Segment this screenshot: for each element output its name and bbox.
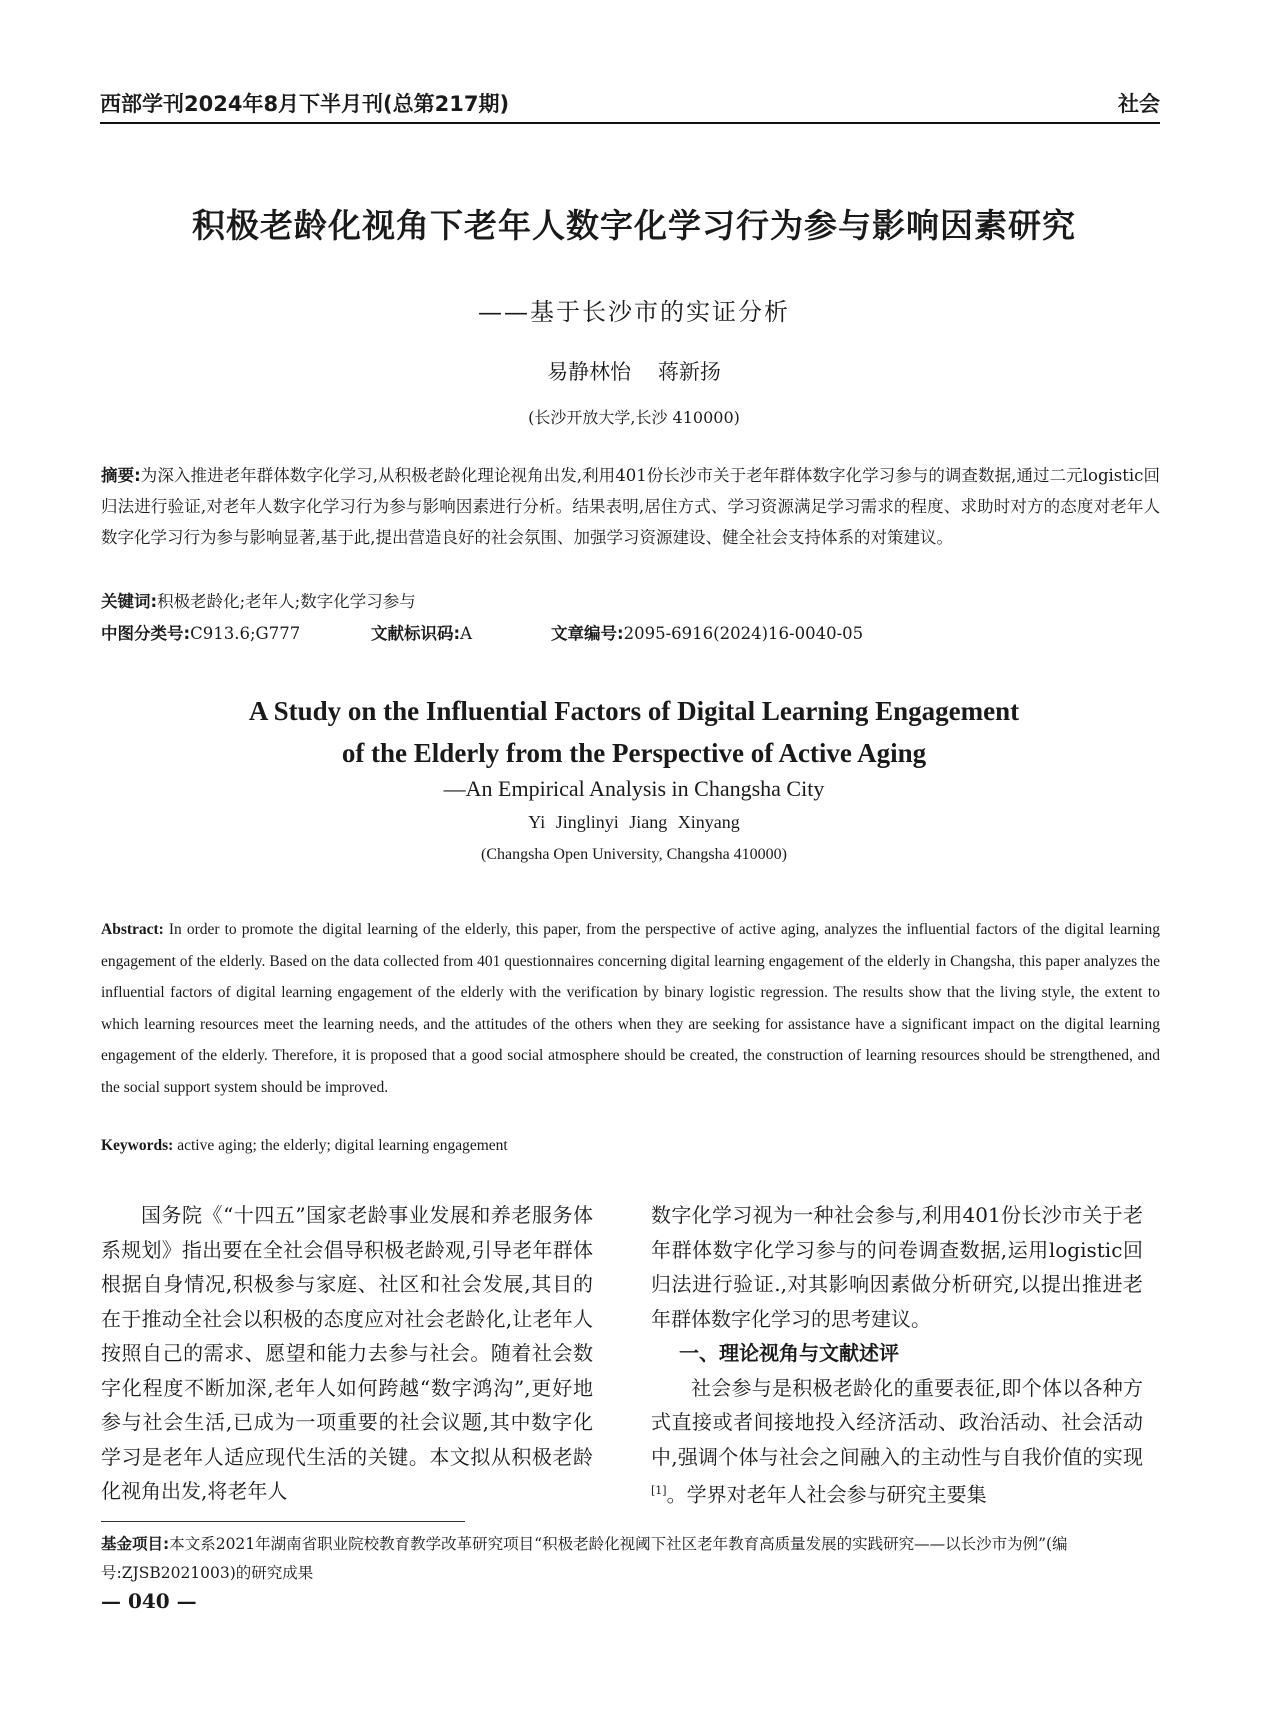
keywords-cn	[101, 586, 1160, 617]
title-cn: 积极老龄化视角下老年人数字化学习行为参与影响因素研究	[192, 206, 1076, 245]
body-column-right	[651, 1198, 1143, 1512]
body-paragraph: 数字化学习视为一种社会参与,利用401份长沙市关于老年群体数字化学习参与的问卷调查数据,运用logistic回归法进行验证.,对其影响因素做分析研究,以提出推进老年群体数字化学习的思考建议。	[651, 1203, 1143, 1331]
running-header	[100, 88, 1160, 124]
title-en	[0, 690, 1268, 774]
footnote-funding	[101, 1530, 1160, 1588]
title-en-line-1: A Study on the Influential Factors of Digital Learning Engagement	[248, 696, 1020, 726]
clc-value: C913.6;G777	[190, 624, 301, 643]
doc-code-label: 文献标识码:	[371, 624, 461, 643]
clc-label: 中图分类号:	[101, 624, 191, 643]
title-en-line-2: of the Elderly from the Perspective of Active Aging	[341, 738, 927, 768]
journal-issue: 西部学刊2024年8月下半月刊(总第217期)	[100, 92, 510, 116]
abstract-en-text: In order to promote the digital learning of the elderly, this paper, from the perspective of active aging, analyzes the influential factors of the digital learning engagement of the elderly. Based on the data collected from 401 questionnaires concerning digital learning engagement of the elderly in Changsha, this paper analyzes the influential factors of digital learning engagement of the elderly with the verification by binary logistic regression. The results show that the living style, the extent to which learning resources meet the learning needs, and the attitudes of the others when they are seeking for assistance have a significant impact on the digital learning engagement of the elderly. Therefore, it is proposed that a good social atmosphere should be created, the construction of learning resources should be strengthened, and the social support system should be improved.	[101, 921, 1160, 1096]
affiliation-cn: (长沙开放大学,长沙 410000)	[528, 408, 740, 427]
body-text: 。学界对老年人社会参与研究主要集	[666, 1482, 987, 1507]
clc-group	[101, 618, 371, 649]
classification-line	[101, 618, 1160, 649]
keywords-en-text: active aging; the elderly; digital learning engagement	[173, 1137, 508, 1154]
section-heading: 一、理论视角与文献述评	[679, 1341, 899, 1365]
footnote-text: 本文系2021年湖南省职业院校教育教学改革研究项目“积极老龄化视阈下社区老年教育高质量发展的实践研究——以长沙市为例”(编号:ZJSB2021003)的研究成果	[101, 1535, 1068, 1582]
abstract-cn	[101, 460, 1160, 553]
authors-en: Yi Jinglinyi Jiang Xinyang	[528, 812, 740, 832]
abstract-cn-text: 为深入推进老年群体数字化学习,从积极老龄化理论视角出发,利用401份长沙市关于老年群体数字化学习参与的调查数据,通过二元logistic回归法进行验证,对老年人数字化学习行为参与影响因素进行分析。结果表明,居住方式、学习资源满足学习需求的程度、求助时对方的态度对老年人数字化学习行为参与影响显著,基于此,提出营造良好的社会氛围、加强学习资源建设、健全社会支持体系的对策建议。	[101, 466, 1160, 547]
subtitle-en: —An Empirical Analysis in Changsha City	[443, 776, 825, 801]
article-number-label: 文章编号:	[551, 624, 624, 643]
keywords-en	[101, 1130, 1160, 1161]
abstract-en-label: Abstract:	[101, 921, 164, 938]
body-column-left	[101, 1198, 593, 1509]
article-number-group	[551, 618, 863, 649]
article-number-value: 2095-6916(2024)16-0040-05	[623, 624, 864, 643]
subtitle-cn: ——基于长沙市的实证分析	[478, 298, 790, 326]
keywords-en-label: Keywords:	[101, 1137, 174, 1154]
doc-code-value: A	[460, 624, 473, 643]
footnote-divider	[101, 1521, 465, 1522]
doc-code-group	[371, 618, 551, 649]
body-text: 社会参与是积极老龄化的重要表征,即个体以各种方式直接或者间接地投入经济活动、政治活动、社会活动中,强调个体与社会之间融入的主动性与自我价值的实现	[651, 1375, 1143, 1469]
footnote-label: 基金项目:	[101, 1535, 170, 1553]
page-number: — 040 —	[101, 1589, 197, 1613]
abstract-cn-label: 摘要:	[101, 466, 141, 485]
keywords-cn-label: 关键词:	[101, 592, 158, 611]
body-paragraph: 国务院《“十四五”国家老龄事业发展和养老服务体系规划》指出要在全社会倡导积极老龄观,引导老年群体根据自身情况,积极参与家庭、社区和社会发展,其目的在于推动全社会以积极的态度应对社会老龄化,让老年人按照自己的需求、愿望和能力去参与社会。随着社会数字化程度不断加深,老年人如何跨越“数字鸿沟”,更好地参与社会生活,已成为一项重要的社会议题,其中数字化学习是老年人适应现代生活的关键。本文拟从积极老龄化视角出发,将老年人	[101, 1203, 593, 1503]
authors-cn: 易静林怡 蒋新扬	[547, 360, 721, 384]
body-paragraph	[651, 1371, 1143, 1513]
section-name: 社会	[1118, 92, 1160, 116]
keywords-cn-text: 积极老龄化;老年人;数字化学习参与	[157, 592, 416, 611]
abstract-en	[101, 914, 1160, 1103]
affiliation-en: (Changsha Open University, Changsha 410000)	[480, 846, 788, 863]
citation-marker: [1]	[651, 1484, 667, 1497]
